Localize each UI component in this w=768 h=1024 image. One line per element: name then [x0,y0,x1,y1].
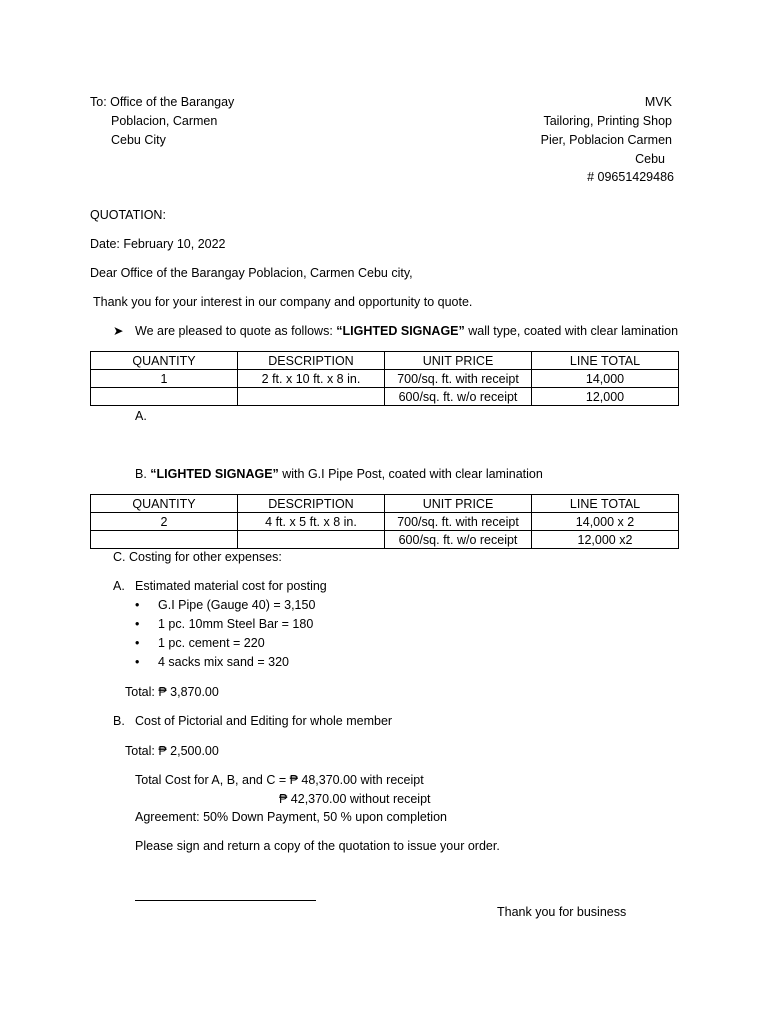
sub-a [113,578,327,594]
header-quantity: QUANTITY [91,352,238,370]
cell-quantity [91,388,238,406]
table-row [91,531,679,549]
grand-total-with-receipt: Total Cost for A, B, and C = ₱ 48,370.00 with receipt [135,773,424,787]
cell-description [238,531,385,549]
total-a: Total: ₱ 3,870.00 [125,685,219,699]
material-item [135,597,315,613]
header-description: DESCRIPTION [238,352,385,370]
quotation-table-1 [90,351,679,406]
total-b: Total: ₱ 2,500.00 [125,744,219,758]
document-heading: QUOTATION: [90,208,166,222]
cell-quantity [91,531,238,549]
cell-unit-price: 700/sq. ft. with receipt [385,370,532,388]
header-line-total: LINE TOTAL [532,495,679,513]
table-row [91,513,679,531]
bullet-arrow-icon: ➤ [113,324,124,338]
cell-unit-price: 600/sq. ft. w/o receipt [385,388,532,406]
section-b-product: “LIGHTED SIGNAGE” [150,467,279,481]
material-text: 1 pc. 10mm Steel Bar = 180 [158,617,314,631]
header-line-total: LINE TOTAL [532,352,679,370]
header-description: DESCRIPTION [238,495,385,513]
thanks-intro: Thank you for your interest in our company and opportunity to quote. [93,295,473,309]
quote-intro-prefix: We are pleased to quote as follows: [135,324,337,338]
sub-a-label: A. [113,579,125,593]
bullet-icon: • [135,636,140,650]
material-item [135,616,313,632]
cell-quantity: 1 [91,370,238,388]
bullet-icon: • [135,655,140,669]
quotation-table-2 [90,494,679,549]
cell-line-total: 12,000 x2 [532,531,679,549]
salutation: Dear Office of the Barangay Poblacion, Carmen Cebu city, [90,266,413,280]
sender-line-1: Tailoring, Printing Shop [543,114,672,128]
signature-line [135,900,316,901]
cell-description: 2 ft. x 10 ft. x 8 in. [238,370,385,388]
header-unit-price: UNIT PRICE [385,495,532,513]
quote-intro-product: “LIGHTED SIGNAGE” [336,324,465,338]
table-row [91,370,679,388]
cell-description: 4 ft. x 5 ft. x 8 in. [238,513,385,531]
quote-intro-suffix: wall type, coated with clear lamination [464,324,679,338]
header-quantity: QUANTITY [91,495,238,513]
quote-intro [113,323,678,339]
sender-line-2: Pier, Poblacion Carmen [540,133,672,147]
cell-description [238,388,385,406]
sender-name: MVK [644,95,672,109]
sender-phone: # 09651429486 [587,170,674,184]
sub-b-text: Cost of Pictorial and Editing for whole member [135,714,393,728]
cell-unit-price: 600/sq. ft. w/o receipt [385,531,532,549]
label-a: A. [135,409,147,423]
sender-line-3: Cebu [635,152,665,166]
sub-a-text: Estimated material cost for posting [135,579,327,593]
section-b-prefix: B. [135,467,151,481]
recipient-line-1: To: Office of the Barangay [90,95,235,109]
document-date: Date: February 10, 2022 [90,237,226,251]
material-text: G.I Pipe (Gauge 40) = 3,150 [158,598,316,612]
bullet-icon: • [135,598,140,612]
cell-quantity: 2 [91,513,238,531]
table-row [91,388,679,406]
table-header-row [91,495,679,513]
material-text: 4 sacks mix sand = 320 [158,655,289,669]
cell-line-total: 14,000 x 2 [532,513,679,531]
agreement-terms: Agreement: 50% Down Payment, 50 % upon completion [135,810,447,824]
recipient-line-3: Cebu City [111,133,166,147]
recipient-line-2: Poblacion, Carmen [111,114,218,128]
sign-request: Please sign and return a copy of the quotation to issue your order. [135,839,500,853]
cell-unit-price: 700/sq. ft. with receipt [385,513,532,531]
sub-b [113,713,392,729]
table-header-row [91,352,679,370]
material-item [135,635,265,651]
section-b-suffix: with G.I Pipe Post, coated with clear lamination [278,467,543,481]
sub-b-label: B. [113,714,125,728]
section-c-title: C. Costing for other expenses: [113,550,282,564]
bullet-icon: • [135,617,140,631]
closing-thanks: Thank you for business [497,905,627,919]
grand-total-without-receipt: ₱ 42,370.00 without receipt [279,792,431,806]
material-item [135,654,289,670]
material-text: 1 pc. cement = 220 [158,636,265,650]
cell-line-total: 14,000 [532,370,679,388]
cell-line-total: 12,000 [532,388,679,406]
header-unit-price: UNIT PRICE [385,352,532,370]
section-b-title [135,466,543,482]
